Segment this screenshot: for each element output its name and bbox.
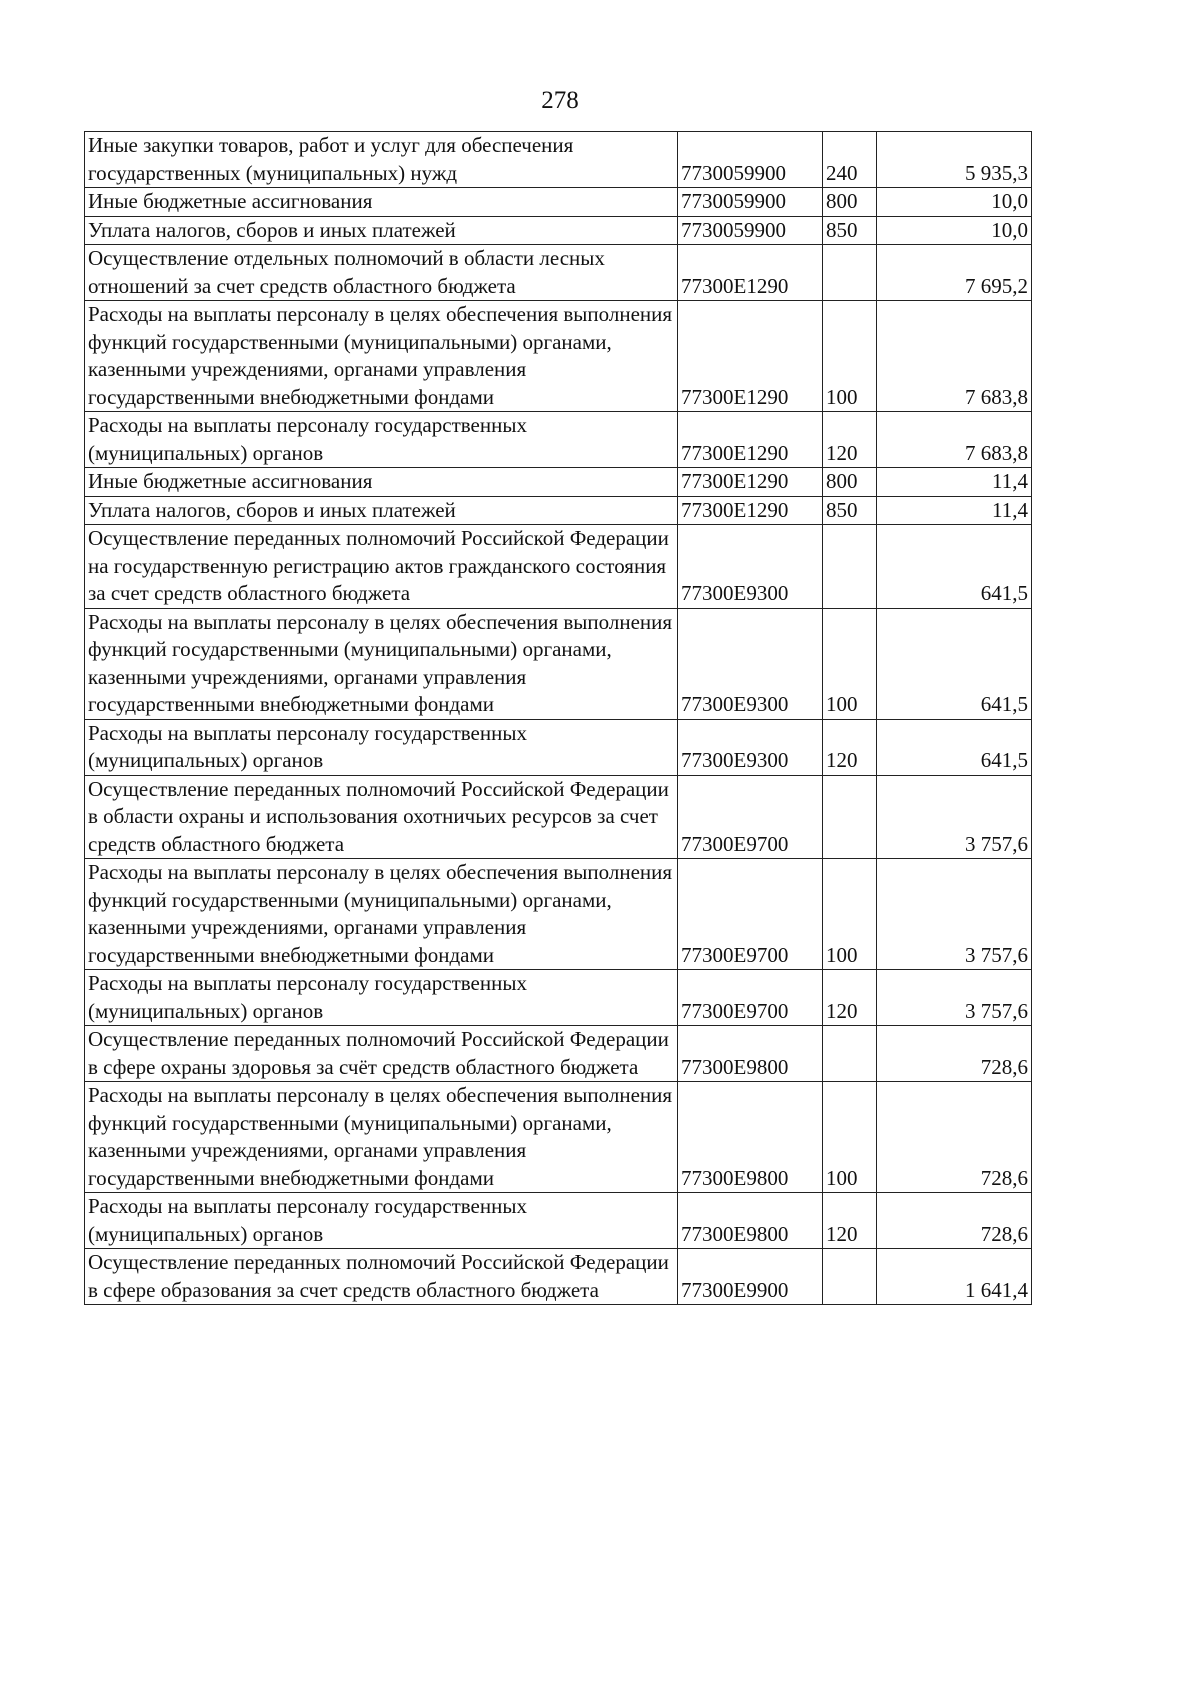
row-target-code: 7730059900: [678, 132, 823, 188]
row-target-code: 77300E9300: [678, 525, 823, 609]
row-description: Уплата налогов, сборов и иных платежей: [85, 496, 678, 525]
table-row: [85, 859, 1032, 970]
row-description: Осуществление переданных полномочий Российской Федерации в области охраны и использования охотничьих ресурсов за счет средств областного бюджета: [85, 775, 678, 859]
row-target-code: 77300E1290: [678, 412, 823, 468]
row-target-code: 77300E9700: [678, 970, 823, 1026]
row-target-code: 77300E9300: [678, 719, 823, 775]
row-expense-type: 850: [823, 216, 877, 245]
table-row: [85, 1249, 1032, 1305]
row-expense-type: 100: [823, 1082, 877, 1193]
row-description: Расходы на выплаты персоналу государственных (муниципальных) органов: [85, 970, 678, 1026]
row-target-code: 77300E1290: [678, 468, 823, 497]
row-expense-type: 100: [823, 608, 877, 719]
row-target-code: 7730059900: [678, 188, 823, 217]
row-description: Осуществление отдельных полномочий в области лесных отношений за счет средств областного бюджета: [85, 245, 678, 301]
table-row: [85, 970, 1032, 1026]
row-description: Расходы на выплаты персоналу в целях обеспечения выполнения функций государственными (муниципальными) органами, казенными учреждениями, органами управления государственными внебюджетными фондами: [85, 1082, 678, 1193]
row-amount: 3 757,6: [877, 970, 1032, 1026]
table-row: [85, 719, 1032, 775]
row-description: Осуществление переданных полномочий Российской Федерации в сфере охраны здоровья за счёт средств областного бюджета: [85, 1026, 678, 1082]
row-amount: 7 683,8: [877, 301, 1032, 412]
row-amount: 10,0: [877, 216, 1032, 245]
row-description: Иные бюджетные ассигнования: [85, 188, 678, 217]
row-amount: 641,5: [877, 525, 1032, 609]
row-description: Осуществление переданных полномочий Российской Федерации на государственную регистрацию актов гражданского состояния за счет средств областного бюджета: [85, 525, 678, 609]
row-amount: 641,5: [877, 719, 1032, 775]
table-row: [85, 496, 1032, 525]
row-description: Расходы на выплаты персоналу государственных (муниципальных) органов: [85, 412, 678, 468]
row-target-code: 77300E9800: [678, 1026, 823, 1082]
row-target-code: 77300E9800: [678, 1193, 823, 1249]
row-amount: 7 683,8: [877, 412, 1032, 468]
row-target-code: 77300E9300: [678, 608, 823, 719]
page-number: 278: [541, 87, 579, 114]
row-expense-type: [823, 1026, 877, 1082]
row-amount: 5 935,3: [877, 132, 1032, 188]
row-amount: 7 695,2: [877, 245, 1032, 301]
table-row: [85, 188, 1032, 217]
table-row: [85, 216, 1032, 245]
row-target-code: 7730059900: [678, 216, 823, 245]
row-expense-type: 120: [823, 1193, 877, 1249]
row-description: Иные бюджетные ассигнования: [85, 468, 678, 497]
row-amount: 10,0: [877, 188, 1032, 217]
table-row: [85, 132, 1032, 188]
row-amount: 3 757,6: [877, 775, 1032, 859]
budget-table-body: [85, 132, 1032, 1305]
table-row: [85, 1193, 1032, 1249]
row-expense-type: [823, 1249, 877, 1305]
row-expense-type: 120: [823, 970, 877, 1026]
row-amount: 3 757,6: [877, 859, 1032, 970]
row-amount: 11,4: [877, 468, 1032, 497]
row-expense-type: 800: [823, 468, 877, 497]
row-amount: 1 641,4: [877, 1249, 1032, 1305]
table-row: [85, 608, 1032, 719]
row-expense-type: 120: [823, 412, 877, 468]
row-target-code: 77300E9700: [678, 775, 823, 859]
row-target-code: 77300E9700: [678, 859, 823, 970]
row-description: Расходы на выплаты персоналу государственных (муниципальных) органов: [85, 1193, 678, 1249]
table-row: [85, 412, 1032, 468]
row-target-code: 77300E9800: [678, 1082, 823, 1193]
row-expense-type: 800: [823, 188, 877, 217]
budget-table: [84, 131, 1032, 1305]
table-row: [85, 775, 1032, 859]
table-row: [85, 245, 1032, 301]
row-target-code: 77300E1290: [678, 245, 823, 301]
row-description: Расходы на выплаты персоналу в целях обеспечения выполнения функций государственными (муниципальными) органами, казенными учреждениями, органами управления государственными внебюджетными фондами: [85, 608, 678, 719]
row-description: Расходы на выплаты персоналу государственных (муниципальных) органов: [85, 719, 678, 775]
row-expense-type: [823, 775, 877, 859]
table-row: [85, 1026, 1032, 1082]
row-description: Расходы на выплаты персоналу в целях обеспечения выполнения функций государственными (муниципальными) органами, казенными учреждениями, органами управления государственными внебюджетными фондами: [85, 301, 678, 412]
row-expense-type: [823, 245, 877, 301]
row-description: Расходы на выплаты персоналу в целях обеспечения выполнения функций государственными (муниципальными) органами, казенными учреждениями, органами управления государственными внебюджетными фондами: [85, 859, 678, 970]
table-row: [85, 525, 1032, 609]
row-description: Осуществление переданных полномочий Российской Федерации в сфере образования за счет средств областного бюджета: [85, 1249, 678, 1305]
row-amount: 728,6: [877, 1026, 1032, 1082]
row-target-code: 77300E1290: [678, 496, 823, 525]
row-description: Уплата налогов, сборов и иных платежей: [85, 216, 678, 245]
table-row: [85, 301, 1032, 412]
row-amount: 728,6: [877, 1082, 1032, 1193]
row-target-code: 77300E9900: [678, 1249, 823, 1305]
row-expense-type: [823, 525, 877, 609]
row-expense-type: 850: [823, 496, 877, 525]
row-expense-type: 100: [823, 859, 877, 970]
row-description: Иные закупки товаров, работ и услуг для обеспечения государственных (муниципальных) нужд: [85, 132, 678, 188]
row-expense-type: 240: [823, 132, 877, 188]
row-amount: 728,6: [877, 1193, 1032, 1249]
row-expense-type: 100: [823, 301, 877, 412]
table-row: [85, 1082, 1032, 1193]
row-target-code: 77300E1290: [678, 301, 823, 412]
row-amount: 11,4: [877, 496, 1032, 525]
row-expense-type: 120: [823, 719, 877, 775]
table-row: [85, 468, 1032, 497]
row-amount: 641,5: [877, 608, 1032, 719]
